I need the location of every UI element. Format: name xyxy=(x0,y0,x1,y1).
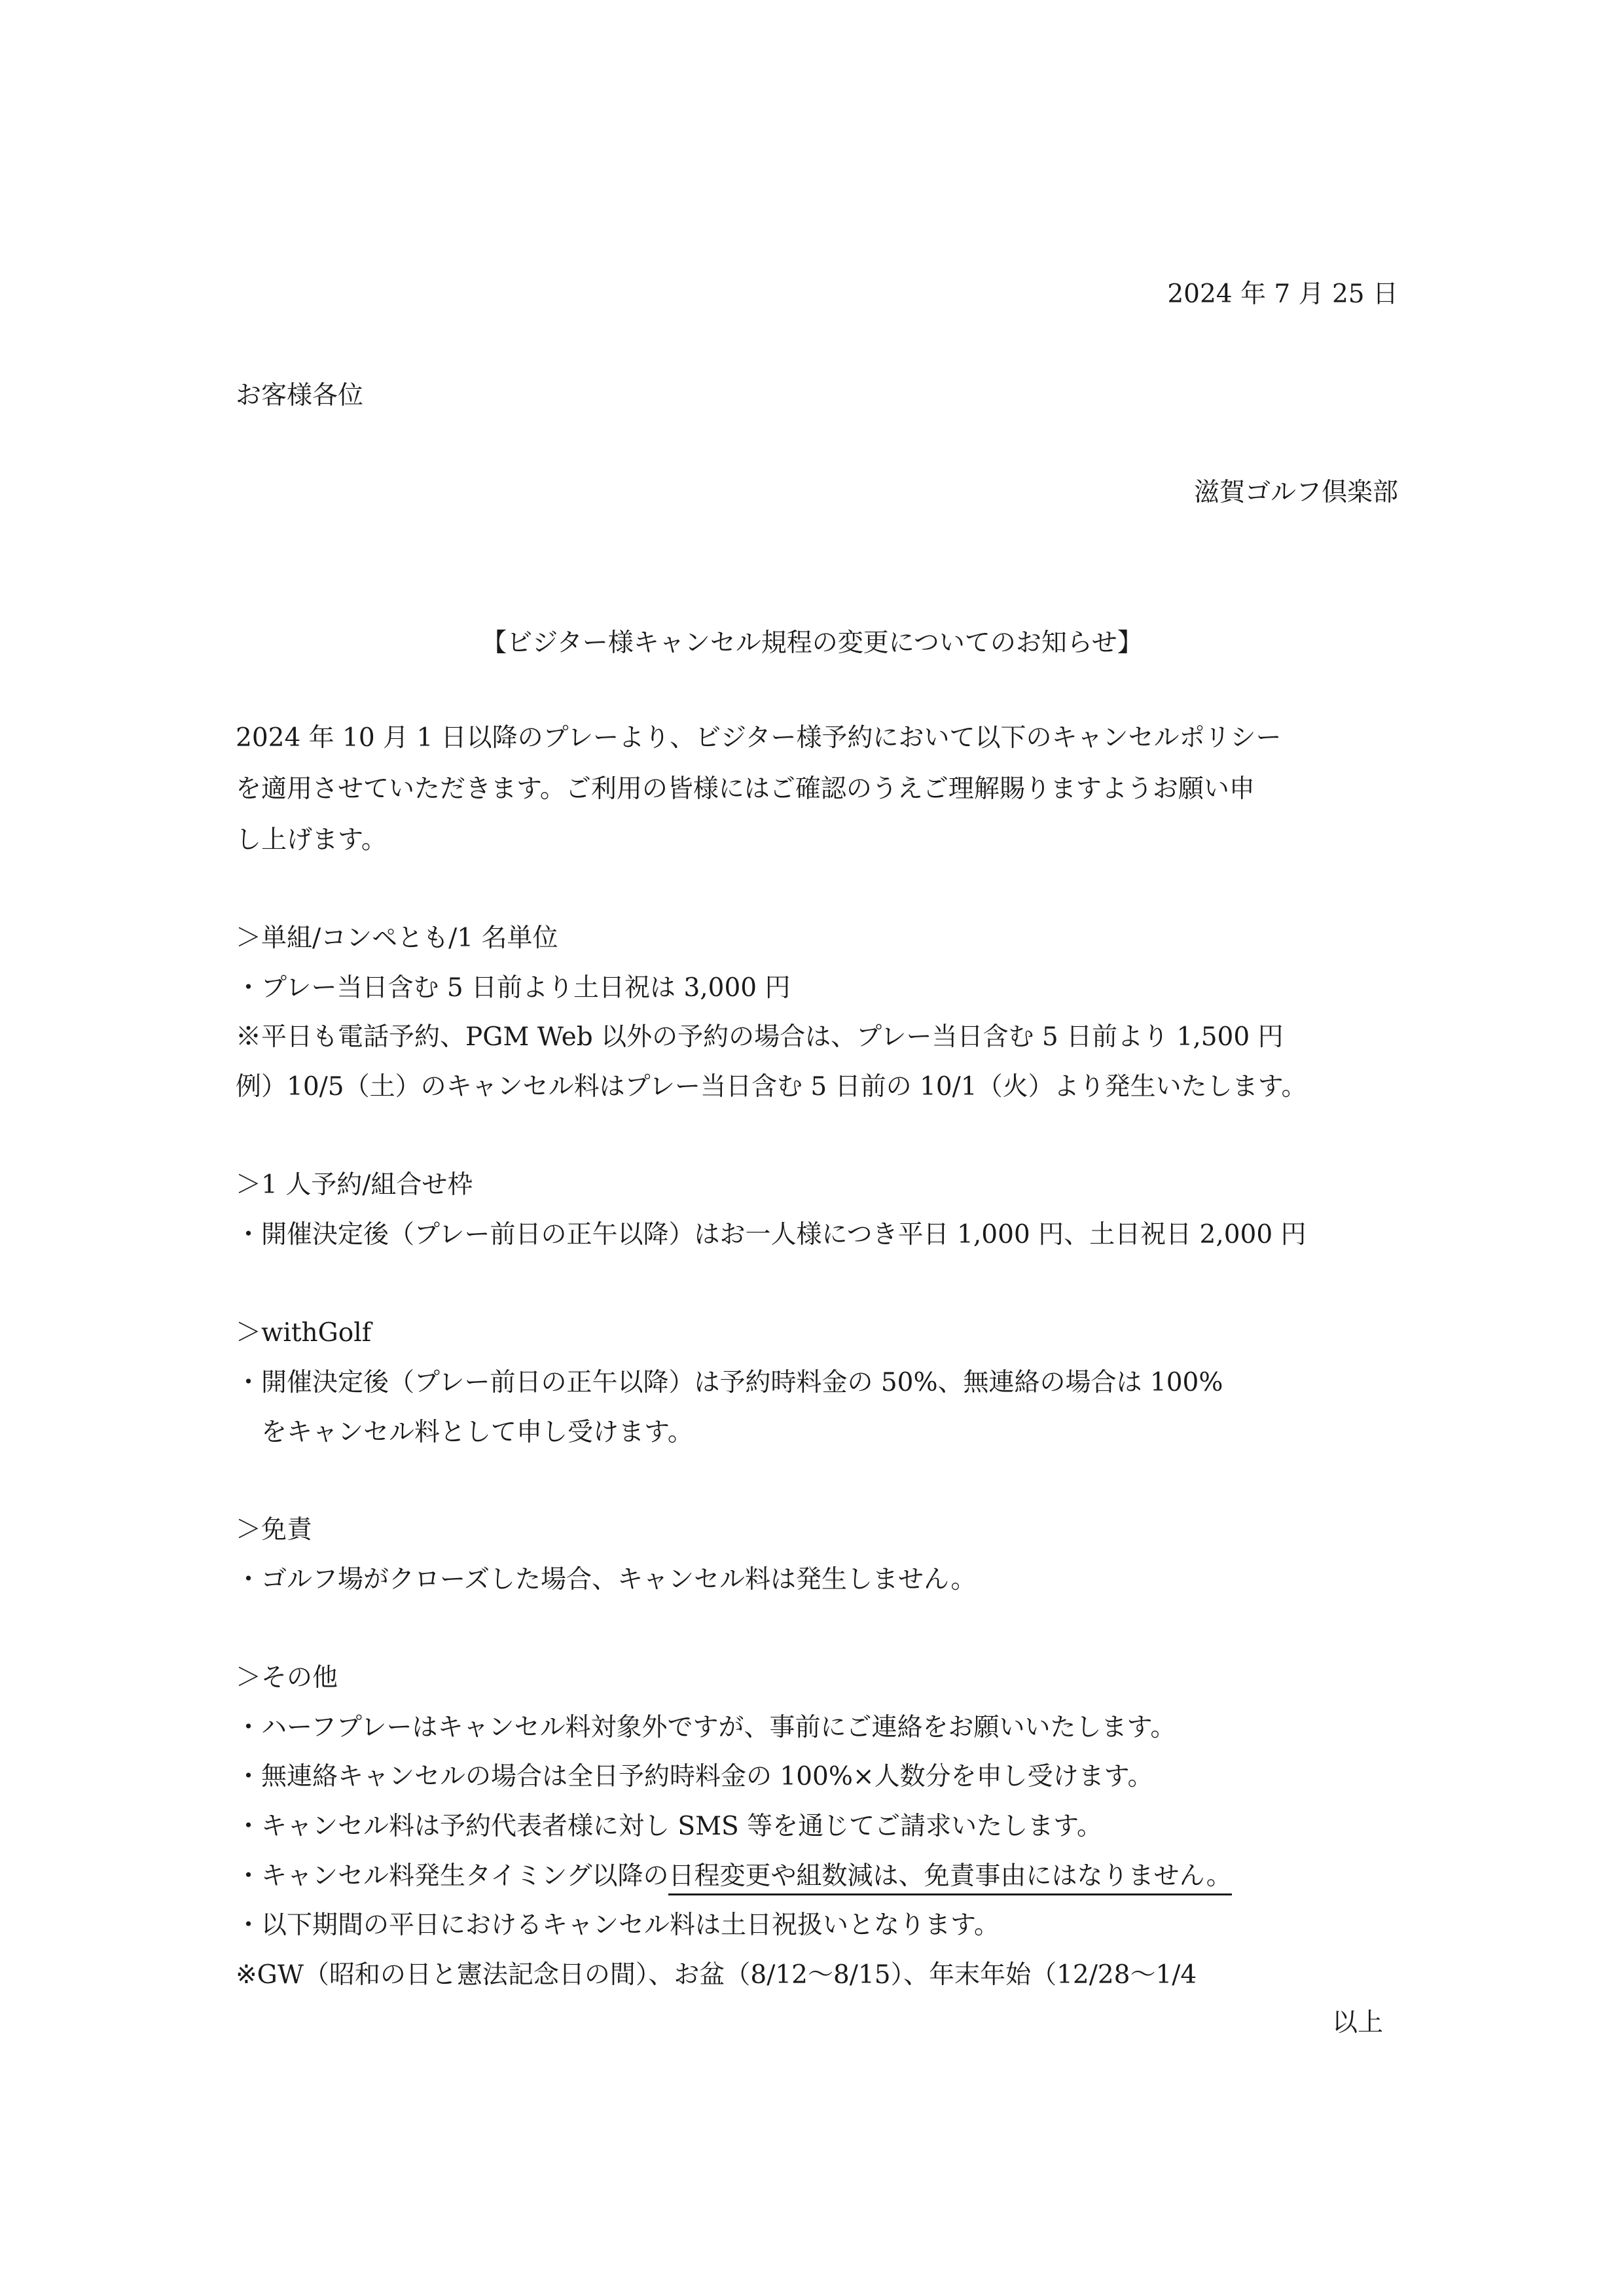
section5-line-4 xyxy=(236,1863,1232,1889)
section5-line-5: ・以下期間の平日におけるキャンセル料は土日祝扱いとなります。 xyxy=(236,1910,1000,1940)
intro-line-2: を適用させていただきます。ご利用の皆様にはご確認のうえご理解賜りますようお願い申 xyxy=(236,774,1255,804)
section5-line-6: ※GW（昭和の日と憲法記念日の間）、お盆（8/12～8/15）、年末年始（12/28～1/4 xyxy=(236,1960,1197,1990)
section-heading-single-group: ＞単組/コンペとも/1 名単位 xyxy=(236,924,558,953)
intro-line-3: し上げます。 xyxy=(236,825,387,855)
section-heading-other: ＞その他 xyxy=(236,1663,338,1693)
section5-line-4-prefix: ・キャンセル料発生タイミング以降の xyxy=(236,1861,669,1891)
addressee: お客様各位 xyxy=(236,381,364,410)
section-heading-solo-reservation: ＞1 人予約/組合せ枠 xyxy=(236,1170,473,1200)
section-heading-exemption: ＞免責 xyxy=(236,1515,313,1545)
document-date: 2024 年 7 月 25 日 xyxy=(1167,279,1398,309)
section5-line-3: ・キャンセル料は予約代表者様に対し SMS 等を通じてご請求いたします。 xyxy=(236,1812,1103,1841)
section1-line-2: ※平日も電話予約、PGM Web 以外の予約の場合は、プレー当日含む 5 日前より 1,500 円 xyxy=(236,1022,1284,1052)
section3-line-2: をキャンセル料として申し受けます。 xyxy=(236,1418,693,1447)
section2-line-1: ・開催決定後（プレー前日の正午以降）はお一人様につき平日 1,000 円、土日祝日 2,000 円 xyxy=(236,1220,1307,1249)
closing-remark: 以上 xyxy=(1331,2008,1383,2037)
section3-line-1: ・開催決定後（プレー前日の正午以降）は予約時料金の 50%、無連絡の場合は 100% xyxy=(236,1368,1223,1397)
section-heading-withgolf: ＞withGolf xyxy=(236,1318,372,1348)
section5-line-2: ・無連絡キャンセルの場合は全日予約時料金の 100%×人数分を申し受けます。 xyxy=(236,1762,1153,1791)
section5-line-1: ・ハーフプレーはキャンセル料対象外ですが、事前にご連絡をお願いいたします。 xyxy=(236,1713,1176,1742)
sender-name: 滋賀ゴルフ倶楽部 xyxy=(1193,478,1398,507)
section1-line-3: 例）10/5（土）のキャンセル料はプレー当日含む 5 日前の 10/1（火）より発生いたします。 xyxy=(236,1072,1307,1102)
section4-line-1: ・ゴルフ場がクローズした場合、キャンセル料は発生しません。 xyxy=(236,1565,977,1594)
underlined-notice: 日程変更や組数減は、免責事由にはなりません。 xyxy=(668,1861,1231,1895)
section1-line-1: ・プレー当日含む 5 日前より土日祝は 3,000 円 xyxy=(236,973,791,1003)
document-title: 【ビジター様キャンセル規程の変更についてのお知らせ】 xyxy=(481,628,1143,658)
intro-line-1: 2024 年 10 月 1 日以降のプレーより、ビジター様予約において以下のキャンセルポリシー xyxy=(236,723,1282,753)
